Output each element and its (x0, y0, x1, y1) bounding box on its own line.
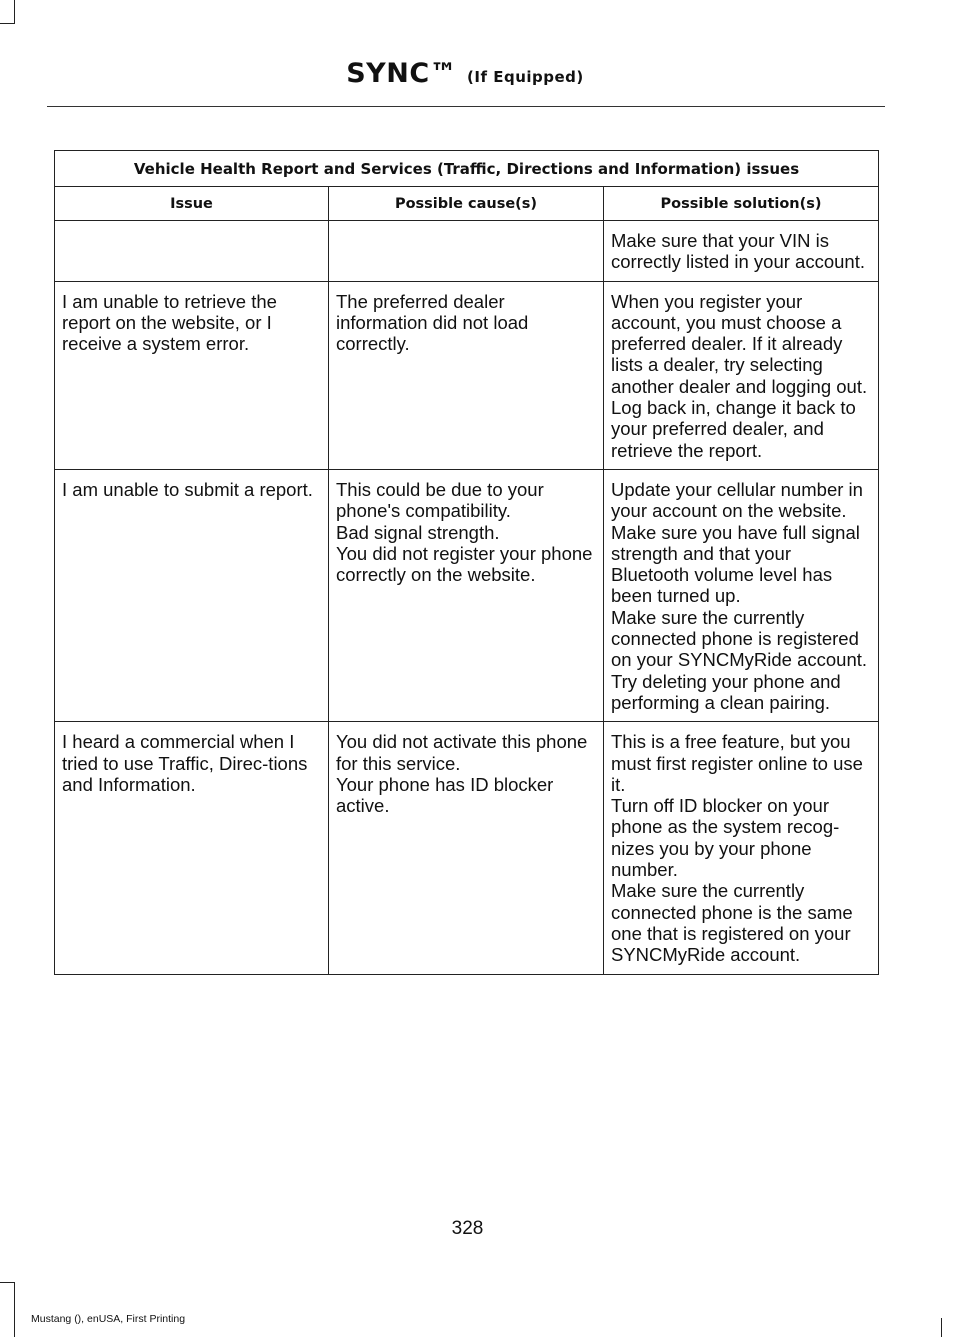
crop-mark (941, 1318, 942, 1337)
table-row (55, 469, 879, 721)
table-row (55, 722, 879, 974)
solution-cell (604, 722, 879, 974)
cause-cell (329, 722, 604, 974)
column-header-cause: Possible cause(s) (329, 187, 604, 221)
cause-cell (329, 469, 604, 721)
table-caption: Vehicle Health Report and Services (Traffic, Directions and Information) issues (55, 151, 879, 187)
table-row (55, 281, 879, 469)
issues-table (54, 150, 879, 975)
column-header-issue: Issue (55, 187, 329, 221)
table-body (55, 221, 879, 975)
solution-text: This is a free feature, but you must first register online to use it. (611, 731, 863, 795)
page-header (0, 58, 930, 89)
header-divider (47, 106, 885, 107)
crop-mark (0, 1282, 15, 1283)
solution-cell (604, 469, 879, 721)
solution-text: Turn off ID blocker on your phone as the system recog-nizes you by your phone number. (611, 795, 840, 881)
solution-cell (604, 281, 879, 469)
solution-text: Try deleting your phone and performing a clean pairing. (611, 670, 841, 713)
cause-cell (329, 281, 604, 469)
cause-cell (329, 221, 604, 282)
page-number: 328 (451, 1218, 484, 1239)
crop-mark (14, 0, 15, 24)
print-info: Mustang (), enUSA, First Printing (31, 1313, 186, 1325)
cause-text: This could be due to your phone's compatibility. (336, 478, 544, 522)
solution-text: Make sure the currently connected phone is registered on your SYNCMyRide account. (611, 606, 868, 671)
issue-cell (55, 281, 329, 469)
solution-cell (604, 221, 879, 282)
solution-text: When you register your account, you must choose a preferred dealer. If it already lists a dealer, try selecting another dealer and logging out. Log back in, change it back to your preferred dealer, and retrieve the report. (611, 290, 868, 461)
solution-text: Make sure that your VIN is correctly listed in your account. (611, 230, 865, 273)
header-subtitle: (If Equipped) (467, 68, 584, 86)
header-title: SYNC™ (346, 58, 458, 89)
table-row (55, 221, 879, 282)
cause-text: Bad signal strength. (336, 521, 500, 543)
cause-text: The preferred dealer information did not load correctly. (336, 290, 529, 355)
issue-text: I am unable to submit a report. (62, 478, 313, 500)
issue-text: I heard a commercial when I tried to use Traffic, Direc-tions and Information. (62, 731, 308, 795)
issue-text: I am unable to retrieve the report on the website, or I receive a system error. (62, 290, 277, 355)
table-header-row (55, 187, 879, 221)
solution-text: Update your cellular number in your account on the website. (611, 478, 863, 522)
cause-text: You did not activate this phone for this service. (336, 731, 588, 774)
crop-mark (0, 23, 15, 24)
issue-cell (55, 722, 329, 974)
cause-text: You did not register your phone correctly on the website. (336, 542, 593, 586)
issue-cell (55, 469, 329, 721)
column-header-solution: Possible solution(s) (604, 187, 879, 221)
issue-cell (55, 221, 329, 282)
crop-mark (14, 1282, 15, 1337)
cause-text: Your phone has ID blocker active. (336, 773, 554, 817)
solution-text: Make sure you have full signal strength and that your Bluetooth volume level has been turned up. (611, 521, 860, 607)
solution-text: Make sure the currently connected phone is the same one that is registered on your SYNCMyRide account. (611, 880, 853, 966)
table-caption-row (55, 151, 879, 187)
